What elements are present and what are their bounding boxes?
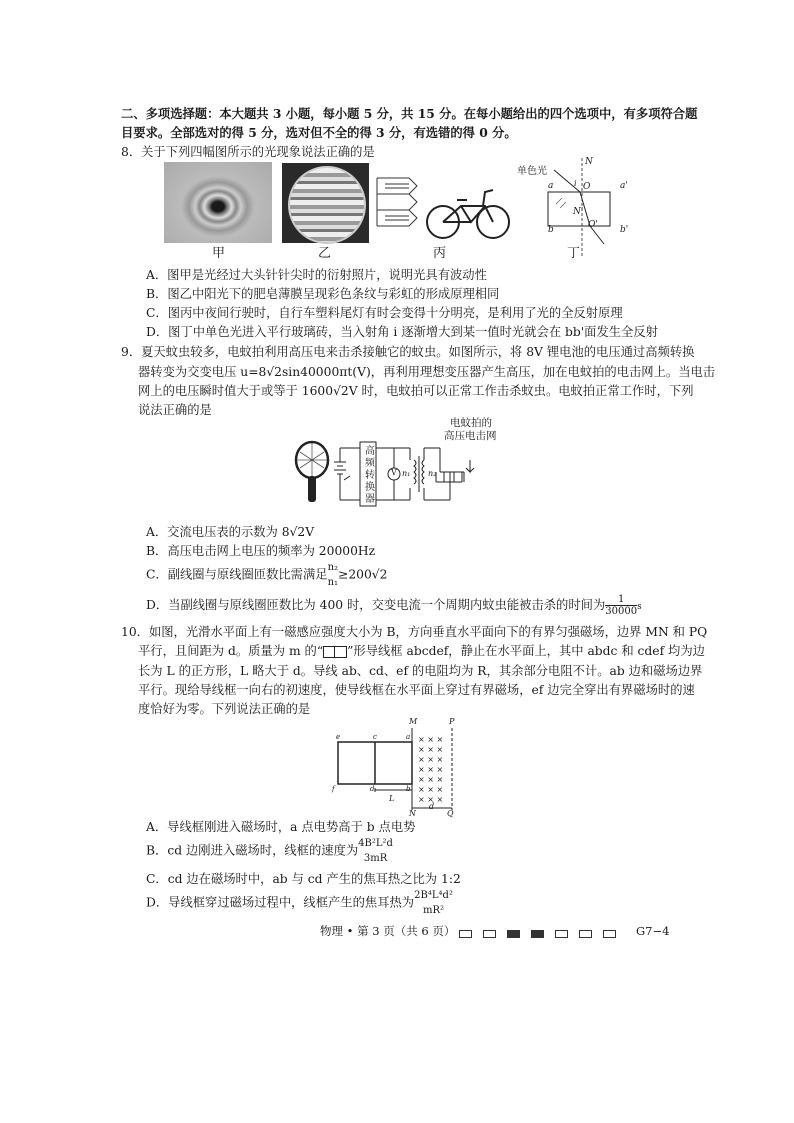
- ding-i: i: [574, 179, 577, 188]
- converter-char-2: 频: [365, 458, 375, 469]
- q8-option-a: A．图甲是光经过大头针针尖时的衍射照片，说明光具有波动性: [146, 268, 487, 282]
- footer-boxes: [459, 927, 627, 939]
- q10-option-d: [146, 890, 453, 916]
- figure-jia-diffraction-photo: [164, 162, 272, 243]
- figure-bing-reflector-bicycle: [375, 170, 515, 242]
- caption-yi: 乙: [318, 246, 332, 261]
- footer-code: G7−4: [636, 924, 670, 938]
- bicycle-icon: [427, 190, 509, 238]
- magnetic-field-crosses: [418, 735, 443, 804]
- svg-text:× × ×: × × ×: [418, 765, 444, 774]
- q8-option-c: C．图丙中夜间行驶时，自行车塑料尾灯有时会变得十分明亮，是利用了光的全反射原理: [146, 306, 623, 320]
- q10-frame-figure: [330, 722, 460, 822]
- footer-box-1: [459, 930, 472, 938]
- svg-text:× × ×: × × ×: [418, 745, 444, 754]
- q10-stem-1: 10．如图，光滑水平面上有一磁感应强度大小为 B，方向垂直水平面向下的有界匀强磁场，边界 MN 和 PQ: [121, 625, 708, 639]
- q8-option-d: D．图丁中单色光进入平行玻璃砖，当入射角 i 逐渐增大到某一值时光就会在 bb'面发生全反射: [146, 325, 658, 339]
- svg-text:× × ×: × × ×: [418, 735, 444, 744]
- q9-option-d-fraction: [605, 594, 637, 617]
- section-line-2: 目要求。全部选对的得 5 分，选对但不全的得 3 分，有选错的得 0 分。: [121, 125, 517, 140]
- converter-label: [362, 446, 378, 506]
- q9-stem-4: 说法正确的是: [138, 403, 212, 417]
- q10-e: e: [336, 733, 341, 741]
- footer-box-2: [483, 930, 496, 938]
- frame-shape-icon: [323, 646, 347, 658]
- q10-option-a: A．导线框刚进入磁场时，a 点电势高于 b 点电势: [146, 820, 416, 834]
- svg-text:× × ×: × × ×: [418, 785, 444, 794]
- q10-stem-4: 平行。现给导线框一向右的初速度，使导线框在水平面上穿过有界磁场，ef 边完全穿出有界磁场时的速: [138, 683, 695, 697]
- q10-option-d-fraction: [414, 890, 453, 916]
- q9-option-c-fraction: [328, 562, 338, 588]
- svg-text:× × ×: × × ×: [418, 755, 444, 764]
- q10-d: d: [370, 785, 375, 793]
- q9-c-num: n₂: [327, 562, 339, 573]
- q9-circuit-figure: [290, 440, 510, 510]
- q8-stem: 8．关于下列四幅图所示的光现象说法正确的是: [121, 145, 375, 159]
- q9-stem-3: 网上的电压瞬时值大于或等于 1600√2V 时，电蚊拍可以正常工作击杀蚊虫。电蚊拍正常工作时，下列: [138, 384, 694, 398]
- ding-O: O: [583, 182, 591, 192]
- racket-icon: [296, 442, 328, 502]
- q10-option-d-pre: D．导线框穿过磁场过程中，线框产生的焦耳热为: [146, 895, 415, 910]
- q8-option-b: B．图乙中阳光下的肥皂薄膜呈现彩色条纹与彩虹的形成原理相同: [146, 287, 500, 301]
- ding-Nprime: N': [573, 207, 584, 217]
- q9-option-c: [146, 562, 387, 588]
- q10-b-den: 3mR: [363, 853, 388, 864]
- q10-stem-3: 长为 L 的正方形，L 略大于 d。导线 ab、cd、ef 的电阻均为 R，其余部分电阻不计。ab 边和磁场边界: [138, 664, 703, 678]
- q10-b-num: 4B²L²d: [358, 838, 393, 849]
- ding-a: a: [548, 181, 554, 191]
- q9-option-d: [146, 594, 642, 617]
- caption-jia: 甲: [212, 246, 226, 261]
- q9-d-den: 30000: [605, 606, 638, 617]
- ding-a2: a': [620, 181, 628, 191]
- q10-a: a: [406, 733, 411, 741]
- ding-N: N: [585, 157, 593, 167]
- ding-b: b: [548, 225, 554, 235]
- footer-box-6: [579, 930, 592, 938]
- q10-d-den: mR²: [422, 905, 445, 916]
- footer-page-number: 物理 • 第 3 页（共 6 页）: [320, 924, 456, 938]
- converter-char-3: 转: [365, 470, 375, 481]
- q10-option-b-fraction: [358, 838, 393, 864]
- q10-c: c: [373, 733, 377, 741]
- ding-b2: b': [620, 225, 629, 235]
- coil-n2: n₂: [428, 469, 437, 478]
- q10-N: N: [409, 809, 416, 818]
- svg-text:× × ×: × × ×: [418, 795, 444, 804]
- q9-option-c-post: ≥200√2: [338, 567, 388, 582]
- q9-option-d-unit: s: [637, 602, 642, 612]
- q9-stem-1: 9．夏天蚊虫较多，电蚊拍利用高压电来击杀接触它的蚊虫。如图所示，将 8V 锂电池的电压通过高频转换: [121, 345, 695, 359]
- section-line-1: 二、多项选择题：本大题共 3 小题，每小题 5 分，共 15 分。在每小题给出的四个选项中，有多项符合题: [121, 106, 698, 121]
- q9-option-d-pre: D．当副线圈与原线圈匝数比为 400 时，交变电流一个周期内蚊虫能被击杀的时间为: [146, 598, 606, 612]
- soap-film-circle: [288, 166, 366, 244]
- converter-char-5: 器: [365, 494, 375, 505]
- q10-option-b-pre: B．cd 边刚进入磁场时，线框的速度为: [146, 843, 359, 858]
- q10-Q: Q: [447, 809, 454, 818]
- q10-f: f: [332, 785, 335, 793]
- q10-stem-2-post: ”形导线框 abcdef，静止在水平面上，其中 abdc 和 cdef 均为边: [347, 644, 705, 658]
- q10-stem-2-pre: 平行，且间距为 d。质量为 m 的“: [138, 644, 324, 658]
- ding-Oprime: O': [588, 220, 598, 230]
- q9-d-num: 1: [617, 594, 625, 605]
- q10-d-num: 2B⁴L⁴d²: [414, 890, 453, 901]
- converter-char-1: 高: [365, 446, 375, 457]
- caption-ding: 丁: [567, 246, 581, 261]
- svg-text:× × ×: × × ×: [418, 775, 444, 784]
- voltmeter-V: V: [391, 468, 397, 477]
- q9-option-b: B．高压电击网上电压的频率为 20000Hz: [146, 544, 376, 558]
- footer-box-4: [531, 930, 544, 938]
- footer-box-7: [603, 930, 616, 938]
- converter-char-4: 换: [365, 482, 375, 493]
- figure-yi-soap-film: [282, 163, 369, 243]
- caption-bing: 丙: [433, 246, 447, 261]
- coil-n1: n₁: [402, 469, 411, 478]
- q9-fig-label-1: 电蚊拍的: [450, 417, 492, 429]
- q10-option-b: [146, 838, 393, 864]
- q10-option-c: C．cd 边在磁场时中，ab 与 cd 产生的焦耳热之比为 1:2: [146, 872, 461, 886]
- q9-option-c-pre: C．副线圈与原线圈匝数比需满足: [146, 567, 328, 582]
- q10-stem-5: 度恰好为零。下列说法正确的是: [138, 702, 311, 716]
- q10-M: M: [409, 717, 418, 726]
- q10-P: P: [449, 717, 455, 726]
- q9-option-a: A．交流电压表的示数为 8√2V: [146, 525, 315, 539]
- q9-stem-2: 器转变为交变电压 u=8√2sin40000πt(V)，再利用理想变压器产生高压，加在电蚊拍的电击网上。当电击: [138, 365, 716, 379]
- reflector-prisms: [377, 178, 417, 226]
- q9-fig-label-2: 高压电击网: [444, 430, 497, 442]
- q10-dlabel: d: [429, 802, 435, 811]
- ding-light-label: 单色光: [517, 166, 547, 177]
- footer-box-5: [555, 930, 568, 938]
- footer-box-3: [507, 930, 520, 938]
- q10-b: b: [406, 785, 411, 793]
- q9-c-den: n₁: [327, 577, 339, 588]
- q10-L: L: [389, 794, 395, 803]
- q10-stem-2: [138, 645, 705, 658]
